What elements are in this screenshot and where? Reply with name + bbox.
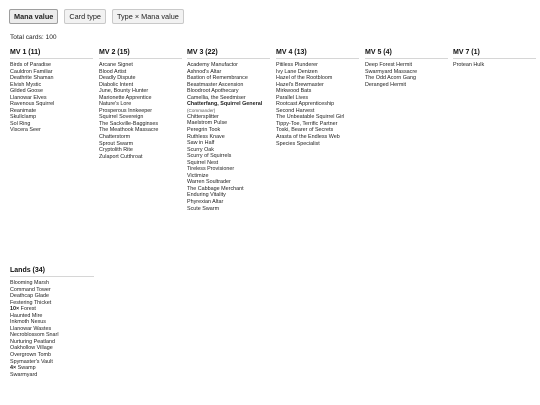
card-name: Protean Hulk [453, 62, 485, 68]
mv-column-mv-4 [276, 49, 359, 147]
grouping-tabs [9, 9, 184, 24]
total-cards-label: Total cards: 100 [10, 34, 57, 41]
card-name: Ruthless Knave [187, 133, 225, 140]
card-name: Prosperous Innkeeper [99, 107, 153, 114]
card-item[interactable] [276, 141, 359, 148]
card-item[interactable] [10, 127, 93, 134]
card-name: Festering Thicket [10, 299, 52, 306]
card-name: Camellia, the Seedmiser [187, 94, 246, 101]
card-name: Parallel Lives [276, 94, 309, 101]
card-item[interactable] [187, 206, 270, 213]
card-name: Saw in Half [187, 140, 215, 147]
card-name: Academy Manufactor [187, 62, 238, 68]
card-name: Warren Soultrader [187, 179, 231, 186]
card-name: Inkmoth Nexus [10, 319, 46, 326]
card-name: Oakhollow Village [10, 345, 53, 352]
lands-heading: Lands (34) [10, 267, 94, 277]
card-name: Command Tower [10, 286, 51, 293]
card-name: Deranged Hermit [365, 81, 407, 88]
card-name: Toski, Bearer of Secrets [276, 127, 334, 134]
card-name: Nurturing Peatland [10, 338, 55, 345]
card-name: Swarmyard [10, 371, 38, 378]
card-name: Deadly Dispute [99, 75, 136, 82]
card-name: Deathcap Glade [10, 293, 49, 300]
column-heading: MV 3 (22) [187, 49, 270, 59]
card-name: Haunted Mire [10, 312, 43, 319]
card-name: Reanimate [10, 107, 37, 114]
mv-column-mv-5 [365, 49, 448, 88]
card-name: Spymaster's Vault [10, 358, 53, 365]
mv-column-mv-7 [453, 49, 536, 69]
card-name: The Sackville-Bagginses [99, 120, 159, 127]
card-item[interactable] [99, 154, 182, 161]
card-name: Chittersplitter [187, 113, 219, 120]
card-name: The Cabbage Merchant [187, 185, 244, 192]
card-name: Peregrin Took [187, 126, 221, 133]
card-name: Chatterstorm [99, 134, 131, 141]
card-name: Zulaport Cutthroat [99, 153, 143, 160]
card-name: The Unbeatable Squirrel Girl [276, 114, 345, 121]
card-name: Tippy-Toe, Terrific Partner [276, 120, 338, 127]
card-name: Necroblossom Snarl [10, 332, 59, 339]
card-name: Victimize [187, 172, 209, 179]
column-heading: MV 4 (13) [276, 49, 359, 59]
card-name: Maelstrom Pulse [187, 120, 228, 127]
card-count: 10× [10, 306, 20, 313]
card-name: Arasta of the Endless Web [276, 134, 340, 141]
card-name: Second Harvest [276, 107, 315, 114]
card-name: The Odd Acorn Gang [365, 75, 416, 82]
card-name: Squirrel Sovereign [99, 114, 144, 121]
card-name: Deathrite Shaman [10, 75, 54, 82]
card-name: Phyrexian Altar [187, 198, 224, 205]
card-name: Deep Forest Hermit [365, 62, 413, 68]
card-name: Birds of Paradise [10, 62, 52, 68]
mv-column-mv-3 [187, 49, 270, 212]
mana-value-columns [10, 49, 532, 259]
card-name: Swarmyard Massacre [365, 68, 418, 75]
card-name: Squirrel Nest [187, 159, 219, 166]
commander-tag: (Commander) [187, 107, 216, 113]
card-name: Viscera Seer [10, 127, 41, 134]
card-name: Sprout Swarm [99, 140, 134, 147]
card-name: Ashnod's Altar [187, 68, 222, 75]
card-name: Llanowar Elves [10, 94, 47, 101]
card-name: Rootcast Apprenticeship [276, 101, 335, 108]
card-name: Beastmaster Ascension [187, 81, 244, 88]
card-name: Forest [19, 306, 36, 313]
card-name: Swamp [16, 365, 36, 372]
card-name: Species Specialist [276, 140, 320, 147]
card-name: June, Bounty Hunter [99, 88, 149, 95]
column-heading: MV 7 (1) [453, 49, 536, 59]
card-name: Enduring Vitality [187, 192, 226, 199]
lands-section [10, 267, 94, 378]
card-item[interactable] [365, 82, 448, 89]
tab-type-mana-value[interactable]: Type × Mana value [112, 9, 184, 24]
column-heading: MV 1 (11) [10, 49, 93, 59]
card-name: Gilded Goose [10, 88, 43, 95]
card-name: Diabolic Intent [99, 81, 134, 88]
tab-mana-value[interactable]: Mana value [9, 9, 58, 24]
card-name: Nature's Lore [99, 101, 132, 108]
commander-card-item[interactable] [187, 101, 270, 114]
card-name: Bastion of Remembrance [187, 75, 248, 82]
card-name: Overgrown Tomb [10, 352, 51, 359]
card-name: Hazel of the Rootbloom [276, 75, 333, 82]
card-name: Scurry Oak [187, 146, 214, 153]
card-name: Hazel's Brewmaster [276, 81, 324, 88]
column-heading: MV 2 (15) [99, 49, 182, 59]
land-item[interactable] [10, 372, 94, 379]
card-name: Scurry of Squirrels [187, 153, 232, 160]
card-name: Cauldron Familiar [10, 68, 53, 75]
card-item[interactable] [453, 62, 536, 69]
lands-list [10, 280, 94, 378]
card-name: Pitiless Plunderer [276, 62, 318, 68]
card-name: Marionette Apprentice [99, 94, 152, 101]
card-name: Blood Artist [99, 68, 127, 75]
card-name: Chatterfang, Squirrel General [187, 101, 263, 108]
card-name: Bloodroot Apothecary [187, 88, 239, 95]
mv-column-mv-1 [10, 49, 93, 134]
card-name: Sol Ring [10, 120, 31, 127]
tab-card-type[interactable]: Card type [64, 9, 106, 24]
card-name: Blooming Marsh [10, 280, 49, 286]
card-count: 4× [10, 365, 17, 372]
card-name: Ravenous Squirrel [10, 101, 55, 108]
column-heading: MV 5 (4) [365, 49, 448, 59]
card-name: Tireless Provisioner [187, 166, 235, 173]
card-name: The Meathook Massacre [99, 127, 159, 134]
card-name: Skullclamp [10, 114, 37, 121]
card-name: Cryptolith Rite [99, 147, 133, 154]
card-name: Arcane Signet [99, 62, 133, 68]
mv-column-mv-2 [99, 49, 182, 160]
card-name: Scute Swarm [187, 205, 220, 212]
card-name: Mirkwood Bats [276, 88, 312, 95]
card-name: Llanowar Wastes [10, 325, 52, 332]
card-name: Elvish Mystic [10, 81, 42, 88]
card-name: Ivy Lane Denizen [276, 68, 318, 75]
